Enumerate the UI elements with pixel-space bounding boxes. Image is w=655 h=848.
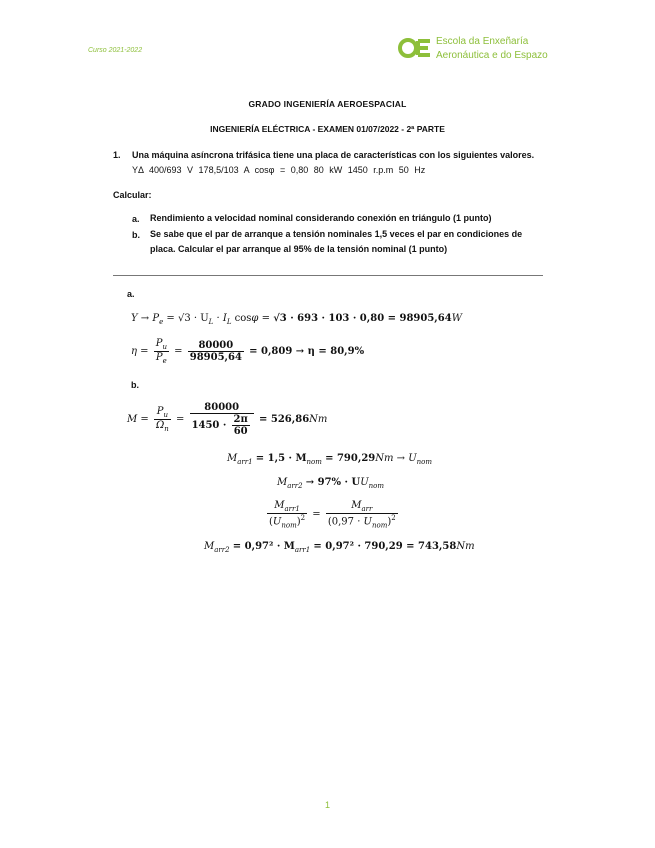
torque-den-frac-num: 2π: [233, 414, 248, 425]
item-b-text: Se sabe que el par de arranque a tensión nominales 1,5 veces el par en condiciones de placa. Calcular el par arranque al 95% de la tensión nominal (1 punto): [150, 229, 523, 254]
power-value: √3 · 693 · 103 · 0,80 = 98905,64: [273, 313, 452, 324]
torque-den-frac-den: 60: [233, 426, 248, 437]
torque-ratio-equation: $\frac{M_{arr1}}{(U_{nom})^2}$ = $\frac{M_{arr}}{(0,97 \cdot U_{nom})^2}$: [269, 500, 396, 530]
start-torque-1-unit: Nm → U: [375, 453, 417, 464]
solution-b-label: b.: [131, 380, 139, 390]
torque-result: = 526,86: [259, 414, 310, 425]
school-name: [436, 35, 548, 63]
calc-label: Calcular:: [113, 190, 152, 200]
power-lhs: Y → P: [131, 313, 160, 324]
degree-title: GRADO INGENIERÍA AEROESPACIAL: [248, 99, 407, 109]
item-b-letter: b.: [132, 230, 140, 240]
school-name-line1: Escola da Enxeñaría: [436, 36, 529, 47]
torque-den: 1450 ·: [191, 420, 227, 431]
question-number: 1.: [113, 150, 121, 160]
start-torque-2-text: → 97% · U: [305, 477, 361, 488]
course-label: Curso 2021-2022: [88, 47, 143, 54]
page-number: 1: [324, 800, 330, 810]
item-a-letter: a.: [132, 214, 140, 224]
school-logo-icon: [398, 35, 432, 61]
question-text: Una máquina asíncrona trifásica tiene una placa de características con los siguientes valores.: [132, 150, 535, 160]
final-torque-unit: Nm: [456, 541, 475, 552]
item-a-text: Rendimiento a velocidad nominal considerando conexión en triángulo (1 punto): [150, 213, 492, 223]
final-torque-equation: $M_{arr2} = 0,97^2 \cdot M_{arr1} = 0,97^2 \cdot 790,29 = 743,58Nm$: [204, 541, 475, 554]
eff-den-symbol: P: [155, 352, 163, 363]
torque-unit: Nm: [309, 414, 328, 425]
final-torque-value: = 0,97² · 790,29 = 743,58: [313, 541, 457, 552]
school-name-line2: Aeronáutica e do Espazo: [436, 50, 548, 61]
start-torque-1-equation: $M_{arr1} = 1,5 \cdot M_{nom} = 790,29Nm \to U_{nom}$: [227, 453, 433, 466]
eff-num-value: 80000: [188, 340, 244, 352]
eff-num-symbol: P: [155, 338, 163, 349]
power-equation: $Y \to P_e = √3 \cdot U_L \cdot I_L$ cosφ = √3 · 693 · 103 · 0,80 = 98905,64W: [131, 313, 462, 326]
efficiency-equation: η = $\frac{P_u}{P_e}$ = $\frac{80000}{98905,64}$ = 0,809 → η = 80,9%: [131, 338, 365, 365]
eff-result: = 0,809 → η = 80,9%: [249, 346, 365, 357]
section-divider: [113, 275, 543, 276]
torque-num: 80000: [190, 402, 254, 414]
solution-a-label: a.: [127, 289, 135, 299]
start-torque-2-equation: $M_{arr2} \to 97\% \cdot UU_{nom}$: [277, 477, 385, 490]
eff-den-value: 98905,64: [189, 352, 242, 363]
start-torque-1-value: = 790,29: [325, 453, 376, 464]
power-mid: = √3 · U: [163, 313, 209, 324]
start-torque-1-text: = 1,5 · M: [255, 453, 307, 464]
power-unit: W: [451, 313, 462, 324]
exam-title: INGENIERÍA ELÉCTRICA - EXAMEN 01/07/2022 - 2ª PARTE: [210, 124, 445, 134]
nameplate-specs: YΔ 400/693 V 178,5/103 A cosφ = 0,80 80 kW 1450 r.p.m 50 Hz: [132, 165, 426, 175]
final-torque-text: = 0,97² · M: [232, 541, 295, 552]
school-logo: [398, 35, 548, 63]
torque-equation: M = $\frac{P_u}{\Omega_n}$ = 80000 1450 · $\frac{2\pi}{60}$ = 526,86Nm: [127, 402, 328, 437]
